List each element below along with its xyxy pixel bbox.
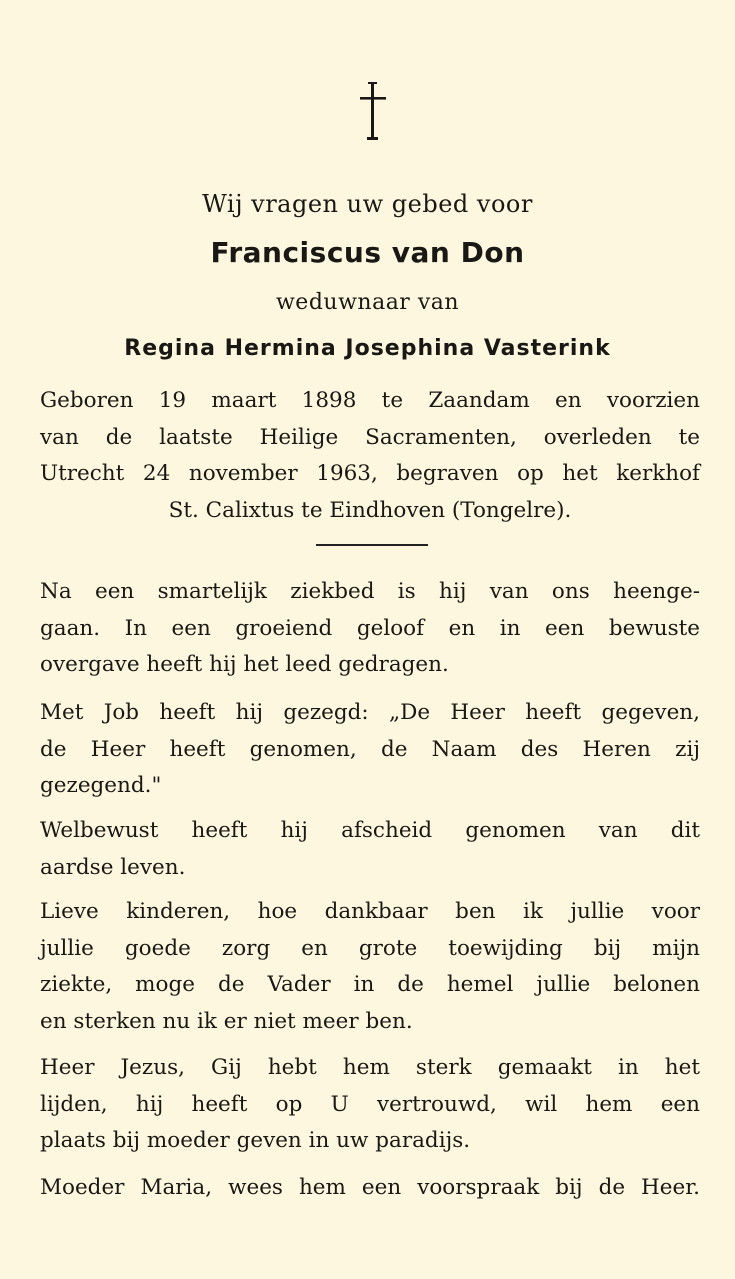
text-line: aardse leven. [40,854,186,880]
text-line: Moeder Maria, wees hem een voorspraak bij de Heer. [40,1175,700,1200]
text-line: Heer Jezus, Gij hebt hem sterk gemaakt in het [40,1055,700,1080]
paragraph [40,1170,700,1207]
text-line: de Heer heeft genomen, de Naam des Heren zij [40,736,700,762]
paragraph [40,813,700,886]
paragraph [40,1050,700,1160]
text-line: ziekte, moge de Vader in de hemel jullie belonen [40,972,700,997]
text-line: van de laatste Heilige Sacramenten, overleden te [40,424,700,450]
paragraph [40,574,700,684]
text-line: Welbewust heeft hij afscheid genomen van dit [40,818,700,843]
divider [316,544,428,546]
text-line: overgave heeft hij het leed gedragen. [40,652,449,677]
paragraph [40,894,700,1040]
intro-text: Wij vragen uw gebed voor [202,190,533,218]
text-line: Met Job heeft hij gezegd: „De Heer heeft gegeven, [40,700,700,725]
text-line: plaats bij moeder geven in uw paradijs. [40,1128,471,1153]
relation-text: weduwnaar van [275,290,460,315]
text-line: gezegend." [40,773,162,798]
text-line: St. Calixtus te Eindhoven (Tongelre). [168,497,572,523]
birth-death-block [40,383,700,529]
cross-icon [358,82,388,140]
text-line: Lieve kinderen, hoe dankbaar ben ik jullie voor [40,899,700,924]
text-line: jullie goede zorg en grote toewijding bij mijn [40,935,700,961]
text-line: Utrecht 24 november 1963, begraven op het kerkhof [40,461,700,486]
text-line: Geboren 19 maart 1898 te Zaandam en voorzien [40,388,700,413]
paragraph [40,695,700,805]
text-line: lijden, hij heeft op U vertrouwd, wil hem een [40,1091,700,1117]
text-line: Na een smartelijk ziekbed is hij van ons heenge- [40,579,700,604]
text-line: en sterken nu ik er niet meer ben. [40,1008,413,1034]
deceased-name: Franciscus van Don [210,236,525,269]
spouse-name: Regina Hermina Josephina Vasterink [124,336,611,361]
text-line: gaan. In een groeiend geloof en in een bewuste [40,615,700,641]
